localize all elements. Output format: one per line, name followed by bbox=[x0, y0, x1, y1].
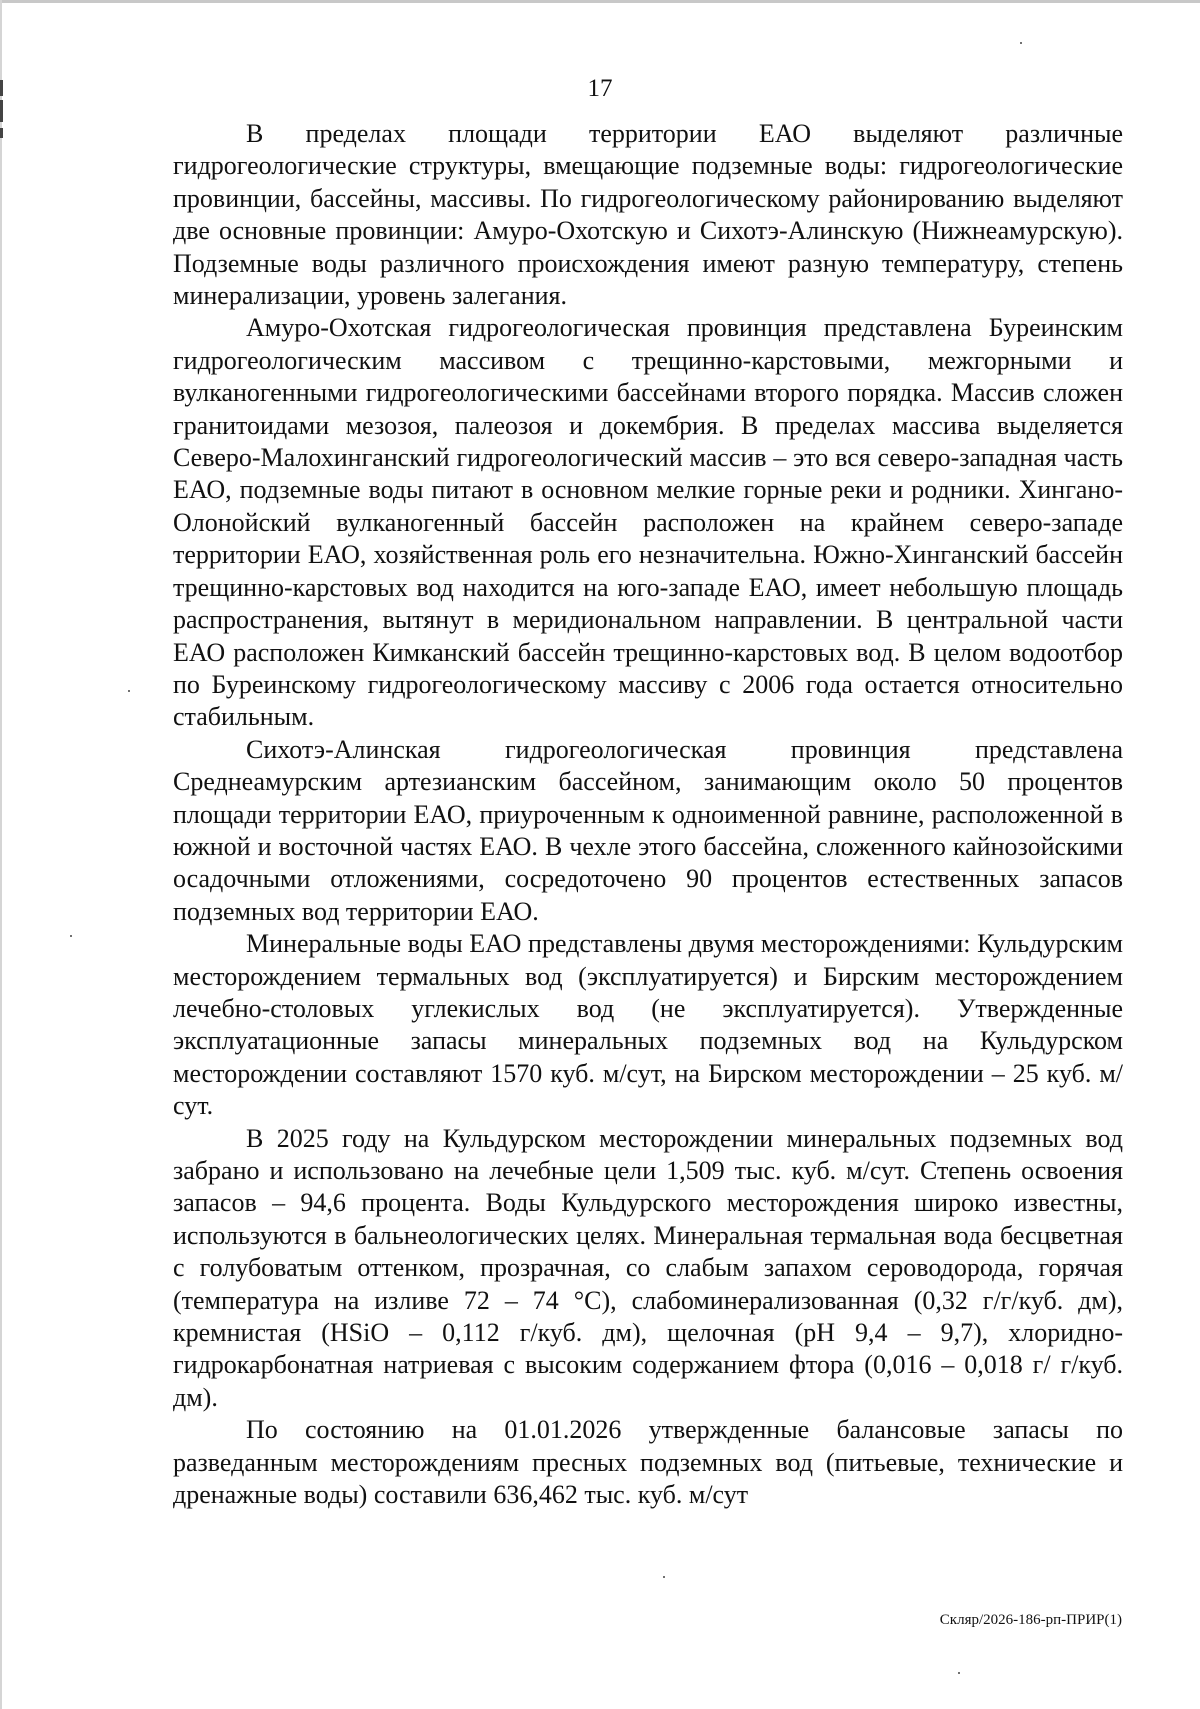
document-body bbox=[173, 118, 1123, 1511]
paragraph-balance-reserves: По состоянию на 01.01.2026 утвержденные балансовые запасы по разведанным месторождениям пресных подземных вод (питьевые, технические и дренажные воды) составили 636,462 тыс. куб. м/сут bbox=[173, 1415, 1123, 1510]
document-registration-code: Скляр/2026-186-рп-ПРИР(1) bbox=[939, 1612, 1122, 1628]
scan-speck bbox=[128, 690, 130, 692]
scan-edge-mark bbox=[0, 128, 3, 138]
scan-speck bbox=[70, 935, 72, 937]
paragraph-kuldur-deposit-2025: В 2025 году на Кульдурском месторождении минеральных подземных вод забрано и использовано на лечебные цели 1,509 тыс. куб. м/сут. Степень освоения запасов – 94,6 процента. Воды Кульдурского месторождения широко известны, используются в бальнеологических целях. Минеральная термальная вода бесцветная с голубоватым оттенком, прозрачная, со слабым запахом сероводорода, горячая (температура на изливе 72 – 74 °С), слабоминерализованная (0,32 г/г/куб. дм), кремнистая (HSiO – 0,112 г/куб. дм), щелочная (pH 9,4 – 9,7), хлоридно-гидрокарбонатная натриевая с высоким содержанием фтора (0,016 – 0,018 г/ г/куб. дм). bbox=[173, 1123, 1123, 1412]
scan-speck bbox=[958, 1672, 960, 1674]
paragraph-sikhote-alin-province: Сихотэ-Алинская гидрогеологическая провинция представлена Среднеамурским артезианским бассейном, занимающим около 50 процентов площади территории ЕАО, приуроченным к одноименной равнине, расположенной в южной и восточной частях ЕАО. В чехле этого бассейна, сложенного кайнозойскими осадочными отложениями, сосредоточено 90 процентов естественных запасов подземных вод территории ЕАО. bbox=[173, 734, 1123, 926]
scan-speck bbox=[663, 1576, 665, 1578]
scan-top-edge bbox=[0, 0, 1200, 3]
paragraph-amur-okhotsk-province: Амуро-Охотская гидрогеологическая провинция представлена Буреинским гидрогеологическим массивом с трещинно-карстовыми, межгорными и вулканогенными гидрогеологическими бассейнами второго порядка. Массив сложен гранитоидами мезозоя, палеозоя и докембрия. В пределах массива выделяется Северо-Малохинганский гидрогеологический массив – это вся северо-западная часть ЕАО, подземные воды питают в основном мелкие горные реки и родники. Хингано-Олонойский вулканогенный бассейн расположен на крайнем северо-западе территории ЕАО, хозяйственная роль его незначительна. Южно-Хинганский бассейн трещинно-карстовых вод находится на юго-западе ЕАО, имеет небольшую площадь распространения, вытянут в меридиональном направлении. В центральной части ЕАО расположен Кимканский бассейн трещинно-карстовых вод. В целом водоотбор по Буреинскому гидрогеологическому массиву с 2006 года остается относительно стабильным. bbox=[173, 313, 1123, 732]
paragraph-hydrogeological-structures: В пределах площади территории ЕАО выделяют различные гидрогеологические структуры, вмещающие подземные воды: гидрогеологические провинции, бассейны, массивы. По гидрогеологическому районированию выделяют две основные провинции: Амуро-Охотскую и Сихотэ-Алинскую (Нижнеамурскую). Подземные воды различного происхождения имеют разную температуру, степень минерализации, уровень залегания. bbox=[173, 119, 1123, 311]
scan-left-edge bbox=[0, 0, 2, 1709]
scan-speck bbox=[1020, 42, 1022, 44]
page-number: 17 bbox=[587, 75, 613, 102]
paragraph-mineral-waters: Минеральные воды ЕАО представлены двумя месторождениями: Кульдурским месторождением термальных вод (эксплуатируется) и Бирским месторождением лечебно-столовых углекислых вод (не эксплуатируется). Утвержденные эксплуатационные запасы минеральных подземных вод на Кульдурском месторождении составляют 1570 куб. м/сут, на Бирском месторождении – 25 куб. м/сут. bbox=[173, 929, 1123, 1121]
